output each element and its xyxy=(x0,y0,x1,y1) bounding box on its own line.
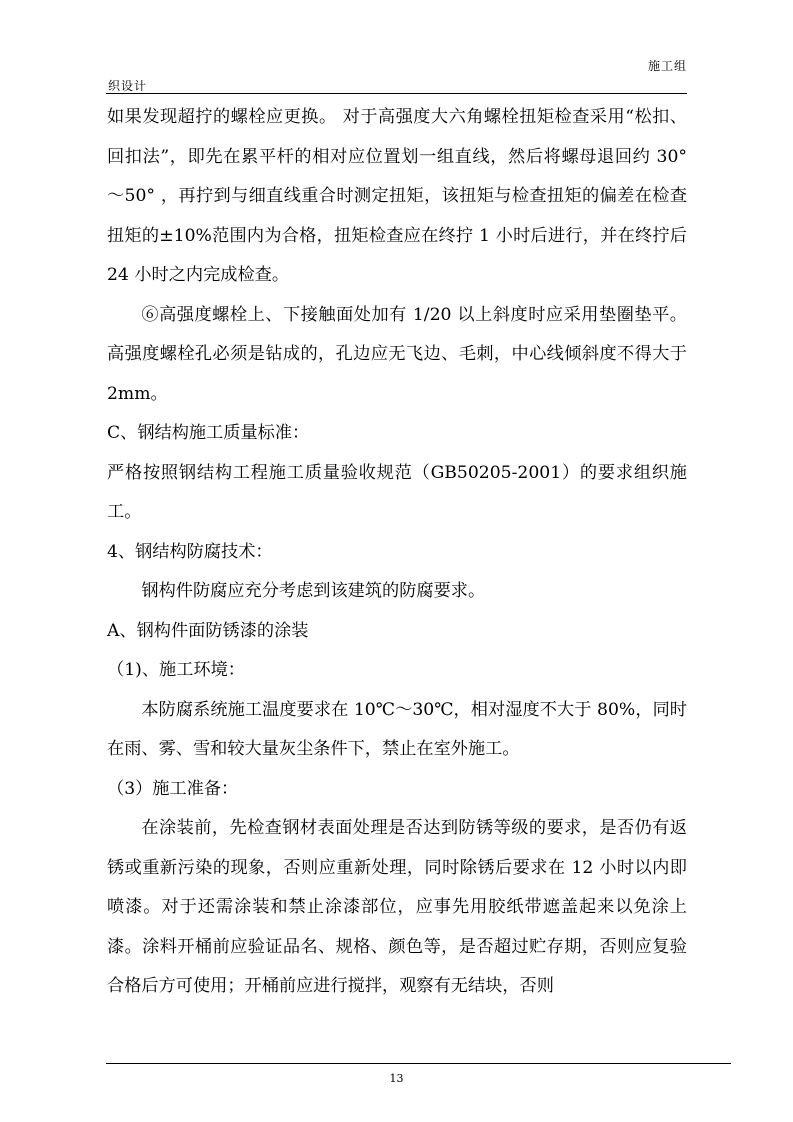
paragraph-construction-preparation: 在涂装前，先检查钢材表面处理是否达到防锈等级的要求，是否仍有返锈或重新污染的现象，否则应重新处理，同时除锈后要求在 12 小时以内即喷漆。对于还需涂装和禁止涂漆部位，应事先用胶纸带遮盖起来以免涂上漆。涂料开桶前应验证品名、规格、颜色等，是否超过贮存期，否则应复验合格后方可使用；开桶前应进行搅拌，观察有无结块，否则 xyxy=(107,818,687,996)
paragraph-anticorrosion: 钢构件防腐应充分考虑到该建筑的防腐要求。 xyxy=(141,581,486,601)
paragraph-bolt-washer: ⑥高强度螺栓上、下接触面处加有 1/20 以上斜度时应采用垫圈垫平。高强度螺栓孔必须是钻成的，孔边应无飞边、毛刺，中心线倾斜度不得大于 2mm。 xyxy=(107,304,687,404)
footer-divider xyxy=(106,1063,731,1064)
heading-construction-preparation: （3）施工准备： xyxy=(107,778,239,799)
header-divider xyxy=(106,93,687,94)
heading-construction-environment: （1)、施工环境： xyxy=(107,660,245,680)
header-right-text: 施工组 xyxy=(647,59,687,73)
heading-anticorrosion: 4、钢结构防腐技术： xyxy=(107,541,273,562)
paragraph-construction-environment: 本防腐系统施工温度要求在 10℃～30℃，相对湿度不大于 80%，同时在雨、雾、雪和较大量灰尘条件下，禁止在室外施工。 xyxy=(107,699,687,759)
page-number: 13 xyxy=(389,1072,404,1085)
document-body xyxy=(107,98,687,1007)
paragraph-quality-standard: 严格按照钢结构工程施工质量验收规范（GB50205-2001）的要求组织施工。 xyxy=(107,462,687,522)
header-left-text: 织设计 xyxy=(108,79,148,93)
heading-quality-standard: C、钢结构施工质量标准： xyxy=(107,423,310,443)
heading-primer-coating: A、钢构件面防锈漆的涂装 xyxy=(107,620,309,641)
paragraph-bolt-torque-check: 如果发现超拧的螺栓应更换。 对于高强度大六角螺栓扭矩检查采用“松扣、回扣法”，即先在累平杆的相对应位置划一组直线，然后将螺母退回约 30° ～50° ，再拧到与细直线重合时测定扭矩，该扭矩与检查扭矩的偏差在检查扭矩的±10%范围内为合格，扭矩检查应在终拧 1 小时后进行，并在终拧后 24 小时之内完成检查。 xyxy=(107,107,687,285)
